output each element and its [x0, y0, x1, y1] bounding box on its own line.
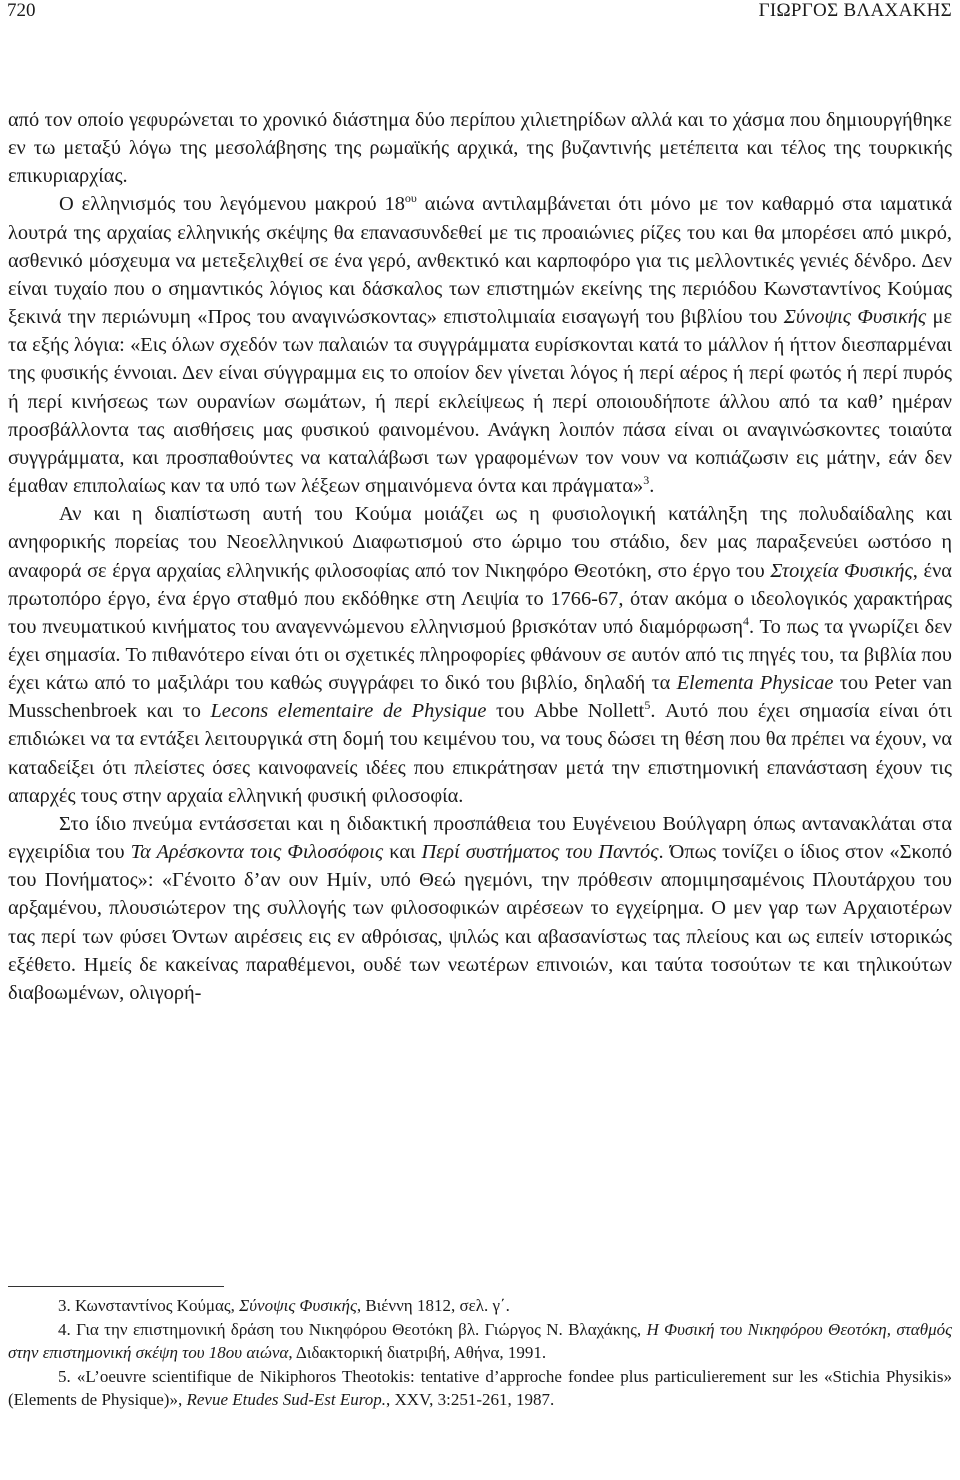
text-run: και: [383, 841, 422, 864]
paragraph-2: [8, 190, 952, 500]
text-run: αιώνα αντιλαμβάνεται ότι μόνο με τον καθαρμό στα ιαματικά λουτρά της αρχαίας ελληνικής σκέψης θα επανασυνδεθεί με τις προαιώνιες ρίζες του και θα μπορέσει από μικρό, ασθενικό μόσχευμα να μετεξελιχθεί σε ένα γερό, ανθεκτικό και καρποφόρο για τις μελλοντικές γενιές δένδρο. Δεν είναι τυχαίο που ο σημαντικός λόγιος και δάσκαλος των επιστημών εκείνης της περιόδου Κωνσταντίνος Κούμας ξεκινά την περιώνυμη «Προς του αναγινώσκοντας» επιστολιμιαία εισαγωγή του βιβλίου του: [8, 193, 953, 329]
text-run: Στο ίδιο πνεύμα εντάσσεται και η διδακτική προσπάθεια του Ευγένειου Βούλγαρη όπως αντανακλάται στα εγχειρίδια του: [8, 812, 952, 864]
book-title: Σύνοψις Φυσικής: [239, 1296, 357, 1315]
text-run: 3. Κωνσταντίνος Κούμας,: [58, 1296, 240, 1315]
book-title: Στοιχεία Φυσικής: [770, 559, 913, 582]
text-run: . Το πως τα γνωρίζει δεν έχει σημασία. Το πιθανότερο είναι ότι οι σχετικές πληροφορίες φθάνουν σε αυτόν από τις πηγές του, τα βιβλία που έχει κάτω από το μαξιλάρι του καθώς συγγράφει το δικό του βιβλίο, δηλαδή τα: [8, 615, 952, 695]
text-run: Αν και η διαπίστωση αυτή του Κούμα μοιάζει ως η φυσιολογική κατάληξη της πολυδαίδαλης και ανηφορικής πορείας του Νεοελληνικού Διαφωτισμού στο ώριμο του στάδιο, δεν μας παραξενεύει ωστόσο η αναφορά σε έργα αρχαίας ελληνικής φιλοσοφίας από τον Νικηφόρο Θεοτόκη, στο έργο του: [8, 503, 952, 582]
book-title: Σύνοψις Φυσικής: [783, 306, 927, 329]
text-run: . Όπως τονίζει ο ίδιος στον «Σκοπό του Πονήματος»: «Γένοιτο δ’αν ουν Ημίν, υπό Θεώ ηγεμόνι, την πρόθεσιν απομιμησαμένοις Πλουτάρχου του αρξαμένου, πλουσιώτερον της συλλογής των φιλοσοφικών αιρέσεων το εγχείρημα. Ο μεν γαρ των Αρχαιοτέρων τας περί των φύσει Όντων αιρέσεις εις εν αθρόισας, ψιλώς και αβασανίστως τας πλείους και ως ειπείν ιστορικώς εξέθετο. Ημείς δε κακείνας παραθέμενοι, ουδέ των νεωτέρων επινοιών, και ταύτα τοσούτων τε και τηλικούτων διαβοωμένων, ολιγορή-: [8, 841, 953, 1004]
footnote-ref-3[interactable]: 3: [643, 473, 650, 488]
paragraph-3: [8, 500, 952, 810]
paragraph-1: [8, 106, 952, 190]
text-run: με τα εξής λόγια: «Εις όλων σχεδόν των παλαιών τα συγγράμματα ευρίσκονται κατά το μάλλον ή ήττον διεσπαρμέναι της φυσικής έννοιαι. Δεν είναι σύγγραμμα εις το οποίον δεν γίνεται λόγος ή περί αέρος ή περί φωτός ή περί πυρός ή περί κινήσεως των ουρανίων σωμάτων, ή περί εκλείψεως ή περί οποιουδήποτε άλλου από τα καθ’ ημέραν προσβάλλοντα τας αισθήσεις μας φυσικού φαινομένου. Ανάγκη λοιπόν πάσα είναι οι αναγινώσκοντες τοιαύτα συγγράμματα, και προσπαθούντες να καταλάβωσι των γραφομένων τον νουν να κοπιάζωσιν εις μάτην, εάν δεν έμαθαν επιπολαίως καν τα υπό των λέξεων σημαινόμενα όντα και πράγματα»: [8, 306, 953, 498]
text-run: . Αυτό που έχει σημασία είναι ότι επιδιώκει να τα εντάξει λειτουργικά στη δομή του κειμένου του, να τους δώσει τη θέση που θα πρέπει να έχουν, να καταδείξει ότι πλείστες όσες καινοφανείς ιδέες που επικράτησαν μετά την επιστημονική επανάσταση έχουν τις απαρχές τους στην αρχαία ελληνική φυσική φιλοσοφία.: [8, 700, 953, 807]
paragraph-4: [8, 810, 952, 1007]
page-header: [0, 0, 960, 26]
book-title: Περί συστήματος του Παντός: [421, 841, 659, 864]
body-text: [8, 106, 952, 1007]
text-run: , Διδακτορική διατριβή, Αθήνα, 1991.: [288, 1343, 547, 1362]
superscript-ordinal: ου: [404, 191, 417, 206]
running-head: ΓΙΩΡΓΟΣ ΒΛΑΧΑΚΗΣ: [758, 0, 952, 21]
page-number: 720: [7, 0, 36, 21]
text-run: , Βιέννη 1812, σελ. γ΄.: [356, 1296, 510, 1315]
book-title: Τα Αρέσκοντα τοις Φιλοσόφοις: [130, 841, 384, 864]
footnote-3: [8, 1294, 952, 1318]
footnote-ref-4[interactable]: 4: [743, 613, 749, 628]
footnotes: [8, 1294, 952, 1412]
book-title: Η Φυσική του Νικηφόρου Θεοτόκη, σταθμός στην επιστημονική σκέψη του 18ου αιώνα: [8, 1319, 952, 1362]
book-title: Lecons elementaire de Physique: [210, 700, 487, 723]
text-run: 5. «L’oeuvre scientifique de Nikiphoros Theotokis: tentative d’approche fondee plus particulierement sur les «Stichia Physikis» (Elements de Physique)»,: [8, 1366, 952, 1409]
footnote-ref-5[interactable]: 5: [644, 698, 651, 713]
text-run: .: [649, 475, 655, 498]
journal-title: Revue Etudes Sud-Est Europ.: [186, 1390, 387, 1409]
book-title: Elementa Physicae: [676, 672, 834, 695]
text-run: 4. Για την επιστημονική δράση του Νικηφόρου Θεοτόκη βλ. Γιώργος Ν. Βλαχάκης,: [58, 1319, 647, 1339]
text-run: του Abbe Nollett: [486, 700, 645, 723]
text-run: Ο ελληνισμός του λεγόμενου μακρού 18: [59, 193, 405, 216]
text-run: του Peter van Musschenbroek και το: [8, 672, 952, 723]
footnote-4: [8, 1318, 952, 1365]
text-run: , ένα πρωτοπόρο έργο, ένα έργο σταθμό που εκδόθηκε στη Λειψία το 1766-67, όταν ακόμα ο ιδεολογικός χαρακτήρας του πνευματικού κινήματος του αναγεννώμενου ελληνισμού βρισκόταν υπό διαμόρφωση: [8, 559, 952, 638]
text-run: , XXV, 3:251-261, 1987.: [386, 1390, 555, 1409]
footnote-separator: [8, 1286, 224, 1287]
paragraph-1-text: από τον οποίο γεφυρώνεται το χρονικό διάστημα δύο περίπου χιλιετηρίδων αλλά και το χάσμα που δημιουργήθηκε εν τω μεταξύ λόγω της μεσολάβησης της ρωμαϊκής αρχικά, της βυζαντινής μετέπειτα και τέλος της τουρκικής επικυριαρχίας.: [8, 109, 952, 188]
footnote-5: [8, 1365, 952, 1412]
